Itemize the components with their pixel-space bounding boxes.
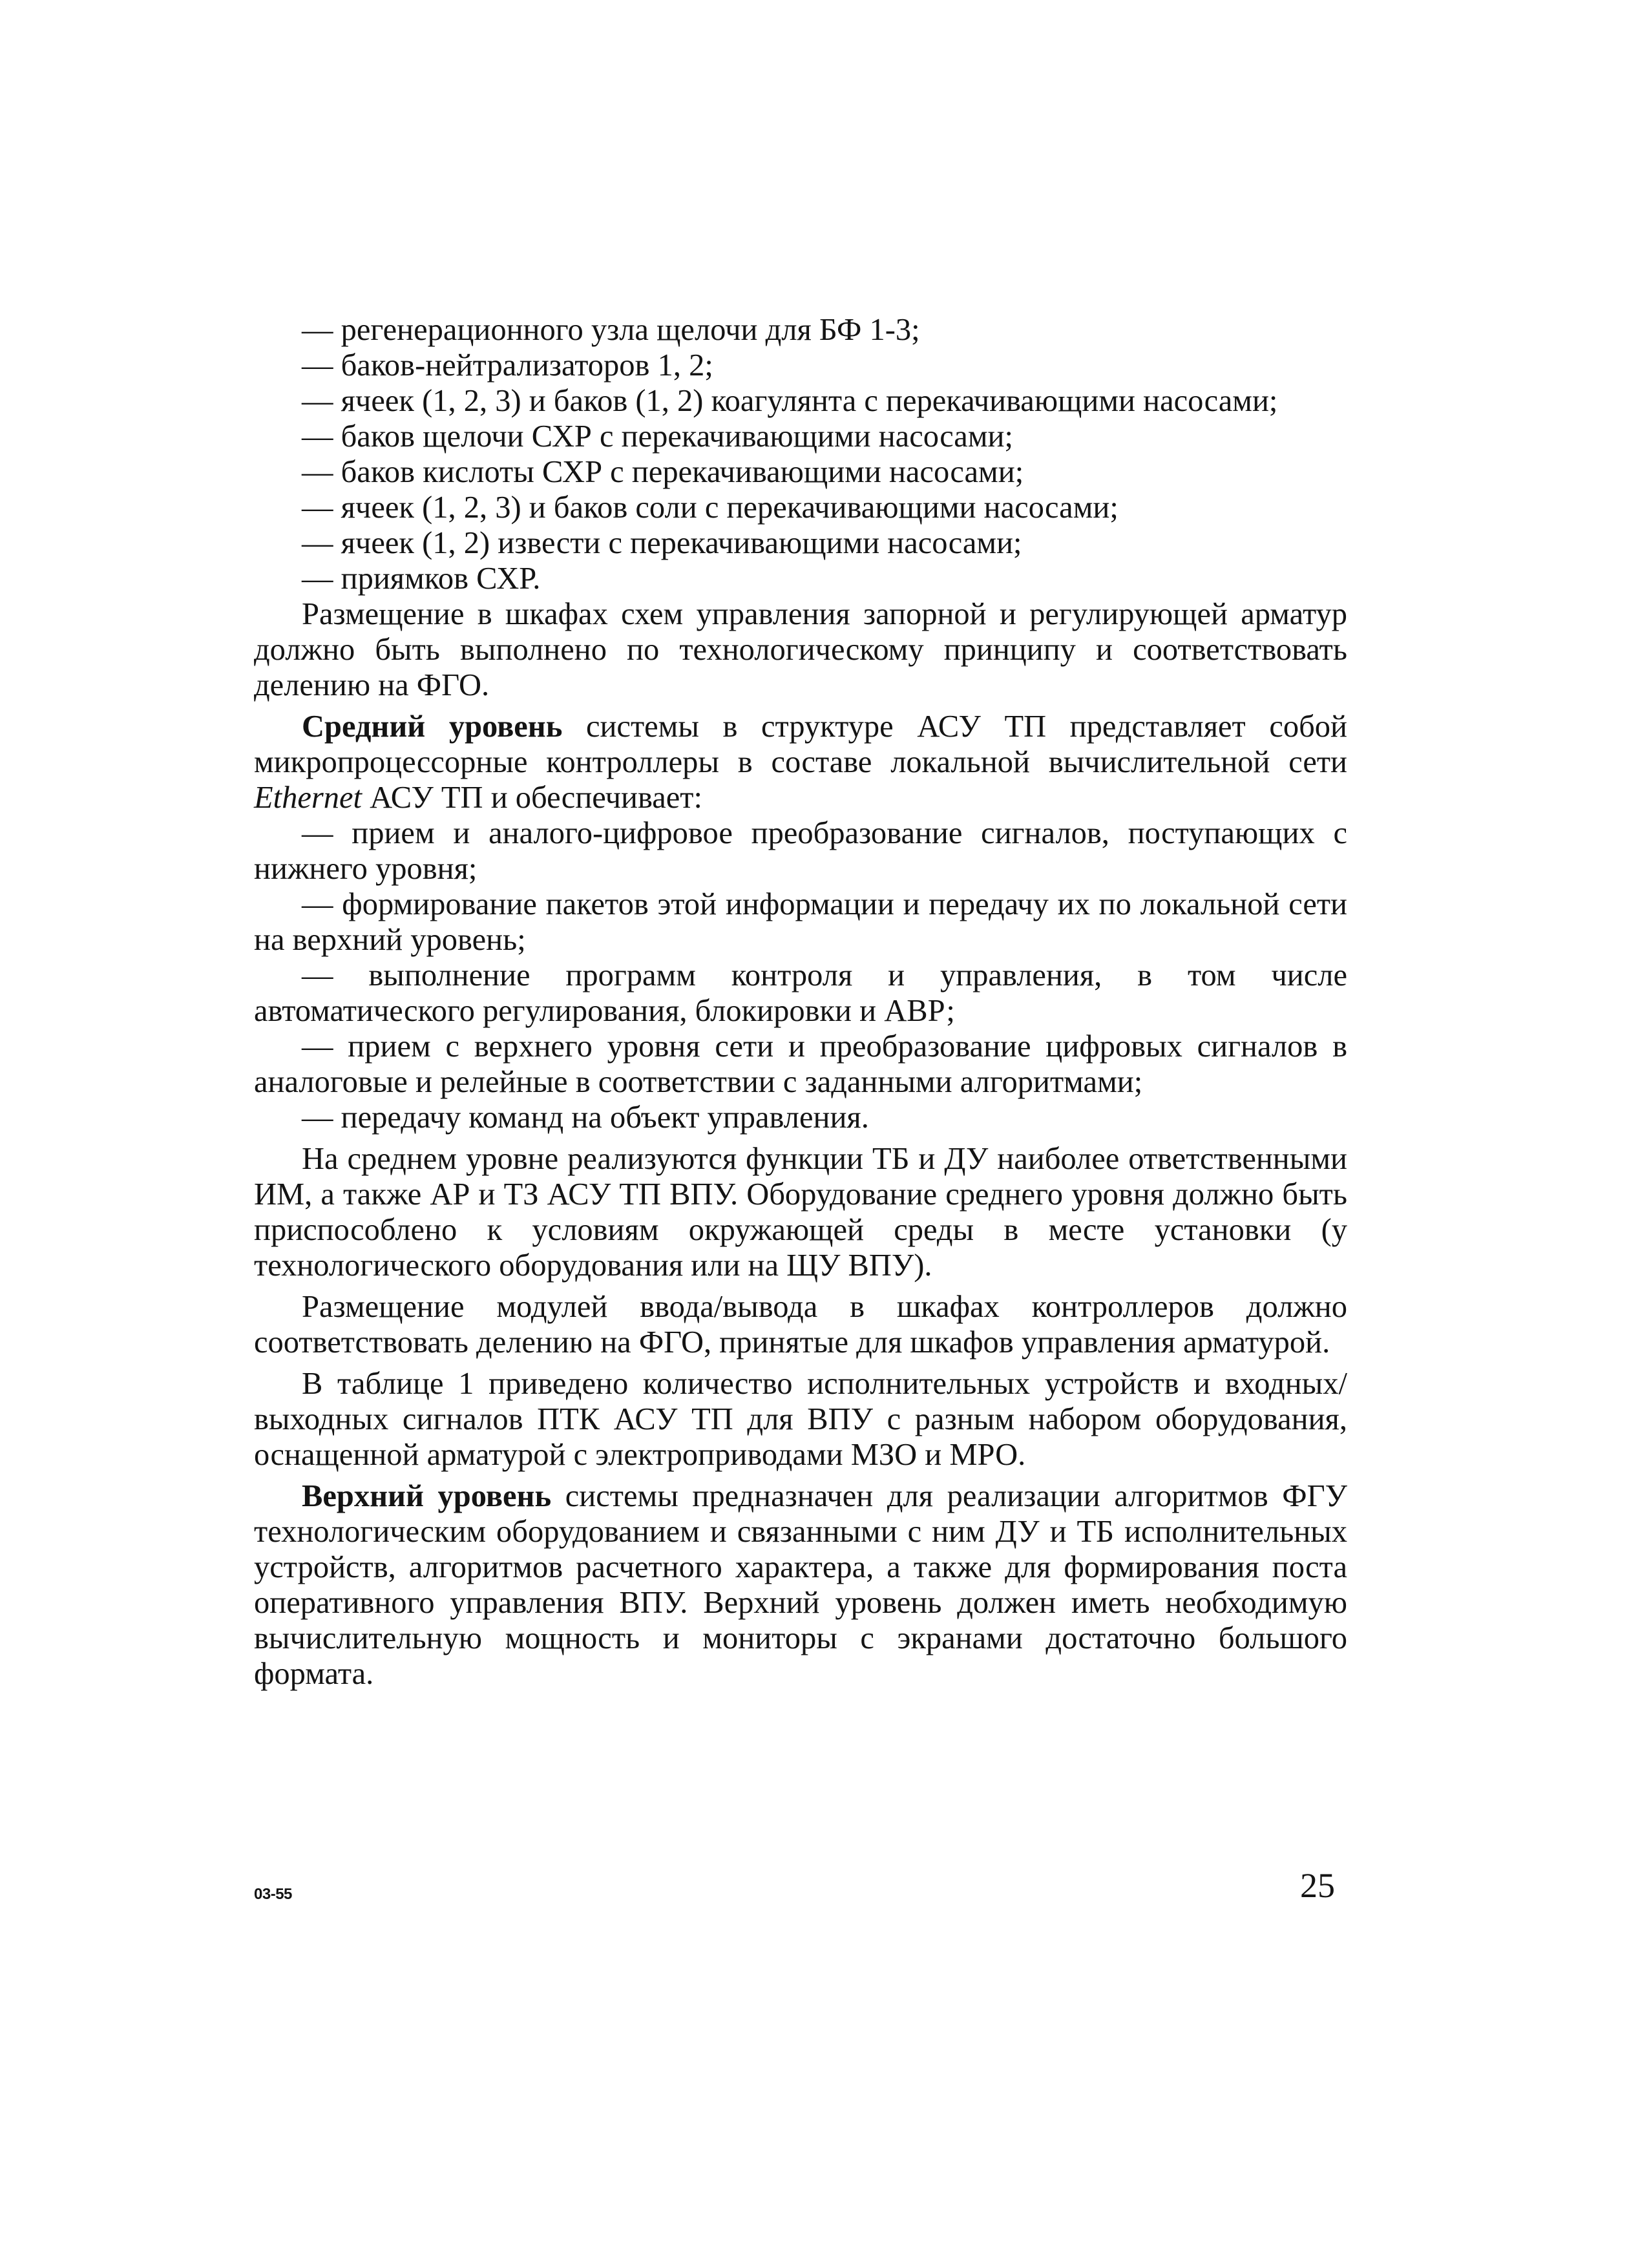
list-item: — формирование пакетов этой информации и передачу их по локальной сети на верхний уровень;: [254, 887, 1347, 957]
list-item: — баков-нейтрализаторов 1, 2;: [302, 348, 713, 383]
list-item: — прием с верхнего уровня сети и преобразование цифровых сигналов в аналоговые и релейные в соответствии с заданными алгоритмами;: [254, 1029, 1347, 1099]
upper-level-heading: Верхний уровень: [302, 1479, 552, 1513]
list-item: — передачу команд на объект управления.: [302, 1100, 869, 1135]
list-item: — приямков СХР.: [302, 562, 541, 596]
middle-level-heading: Средний уровень: [302, 709, 563, 744]
paragraph-modules: Размещение модулей ввода/вывода в шкафах контроллеров должно соответствовать делению на ФГО, принятые для шкафов управления арматурой.: [254, 1290, 1347, 1360]
paragraph-upper-level: [254, 1478, 1347, 1692]
paragraph-middle-level: [254, 709, 1347, 815]
body-text: [254, 312, 1347, 1692]
list-item: — ячеек (1, 2, 3) и баков соли с перекачивающими насосами;: [302, 490, 1119, 525]
middle-level-text: системы в структуре АСУ ТП представляет собой микропроцессорные контроллеры в составе локальной вычислительной сети: [254, 709, 1347, 779]
list-item: — прием и аналого-цифровое преобразование сигналов, поступающих с нижнего уровня;: [254, 816, 1347, 886]
ethernet-term: Ethernet: [254, 781, 362, 815]
list-item: — баков щелочи СХР с перекачивающими насосами;: [302, 419, 1013, 454]
list-item: — ячеек (1, 2) извести с перекачивающими насосами;: [302, 526, 1022, 560]
paragraph-functions: На среднем уровне реализуются функции ТБ и ДУ наиболее ответственными ИМ, а также АР и ТЗ АСУ ТП ВПУ. Оборудование среднего уровня должно быть приспособлено к условиям окружающей среды в месте установки (у технологического оборудования или на ЩУ ВПУ).: [254, 1142, 1347, 1283]
document-code: 03-55: [254, 1885, 292, 1903]
list-item: — регенерационного узла щелочи для БФ 1-3;: [302, 313, 920, 347]
middle-level-text-end: АСУ ТП и обеспечивает:: [362, 781, 702, 815]
paragraph-table-reference: В таблице 1 приведено количество исполнительных устройств и входных/выходных сигналов ПТК АСУ ТП для ВПУ с разным набором оборудования, оснащенной арматурой с электроприводами МЗО и МРО.: [254, 1367, 1347, 1472]
upper-level-text: системы предназначен для реализации алгоритмов ФГУ технологическим оборудованием и связанными с ним ДУ и ТБ исполнительных устройств, алгоритмов расчетного характера, а также для формирования поста оперативного управления ВПУ. Верхний уровень должен иметь необходимую вычислительную мощность и мониторы с экранами достаточно большого формата.: [254, 1479, 1347, 1691]
page-number: 25: [1300, 1866, 1335, 1905]
list-item: — выполнение программ контроля и управления, в том числе автоматического регулирования, блокировки и АВР;: [254, 958, 1347, 1028]
list-item: — баков кислоты СХР с перекачивающими насосами;: [302, 455, 1024, 489]
list-item: — ячеек (1, 2, 3) и баков (1, 2) коагулянта с перекачивающими насосами;: [302, 384, 1278, 418]
paragraph-placement: Размещение в шкафах схем управления запорной и регулирующей арматур должно быть выполнено по технологическому принципу и соответствовать делению на ФГО.: [254, 597, 1347, 702]
